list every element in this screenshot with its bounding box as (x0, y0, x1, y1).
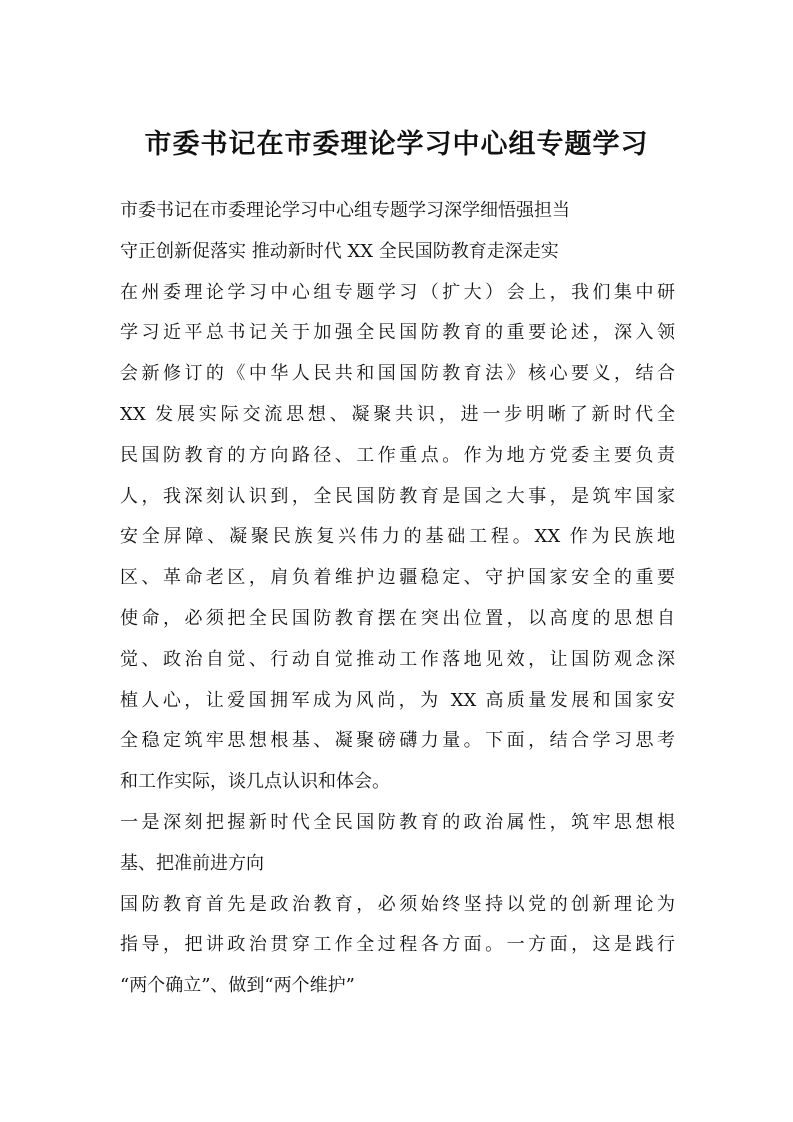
text-line: XX 发展实际交流思想、凝聚共识，进一步明晰了新时代全 (120, 403, 675, 425)
text-line: 植人心，让爱国拥军成为风尚，为 XX 高质量发展和国家安 (120, 689, 675, 711)
text-line: 觉、政治自觉、行动自觉推动工作落地见效，让国防观念深 (120, 648, 675, 670)
text-line: 区、革命老区，肩负着维护边疆稳定、守护国家安全的重要 (120, 567, 675, 589)
text-line: “两个确立”、做到“两个维护” (120, 975, 355, 997)
text-line: 人，我深刻认识到，全民国防教育是国之大事，是筑牢国家 (120, 485, 675, 507)
text-line: 市委书记在市委理论学习中心组专题学习深学细悟强担当 (120, 200, 570, 221)
text-line: 和工作实际，谈几点认识和体会。 (120, 771, 390, 793)
document-title: 市委书记在市委理论学习中心组专题学习 (144, 129, 649, 160)
text-line: 安全屏障、凝聚民族复兴伟力的基础工程。XX 作为民族地 (120, 526, 675, 548)
text-line: 民国防教育的方向路径、工作重点。作为地方党委主要负责 (120, 444, 675, 466)
text-line: 在州委理论学习中心组专题学习（扩大）会上，我们集中研 (120, 281, 675, 303)
text-line: 使命，必须把全民国防教育摆在突出位置，以高度的思想自 (120, 607, 675, 629)
text-line: 一是深刻把握新时代全民国防教育的政治属性，筑牢思想根 (120, 811, 675, 833)
text-line: 国防教育首先是政治教育，必须始终坚持以党的创新理论为 (120, 893, 675, 915)
text-line: 基、把准前进方向 (120, 852, 264, 874)
document-body (120, 191, 675, 1007)
text-line: 指导，把讲政治贯穿工作全过程各方面。一方面，这是践行 (120, 934, 675, 956)
text-line: 守正创新促落实 推动新时代 XX 全民国防教育走深走实 (120, 240, 559, 262)
text-line: 会新修订的《中华人民共和国国防教育法》核心要义，结合 (120, 363, 675, 385)
text-line: 学习近平总书记关于加强全民国防教育的重要论述，深入领 (120, 322, 675, 344)
text-line: 全稳定筑牢思想根基、凝聚磅礴力量。下面，结合学习思考 (120, 730, 675, 752)
